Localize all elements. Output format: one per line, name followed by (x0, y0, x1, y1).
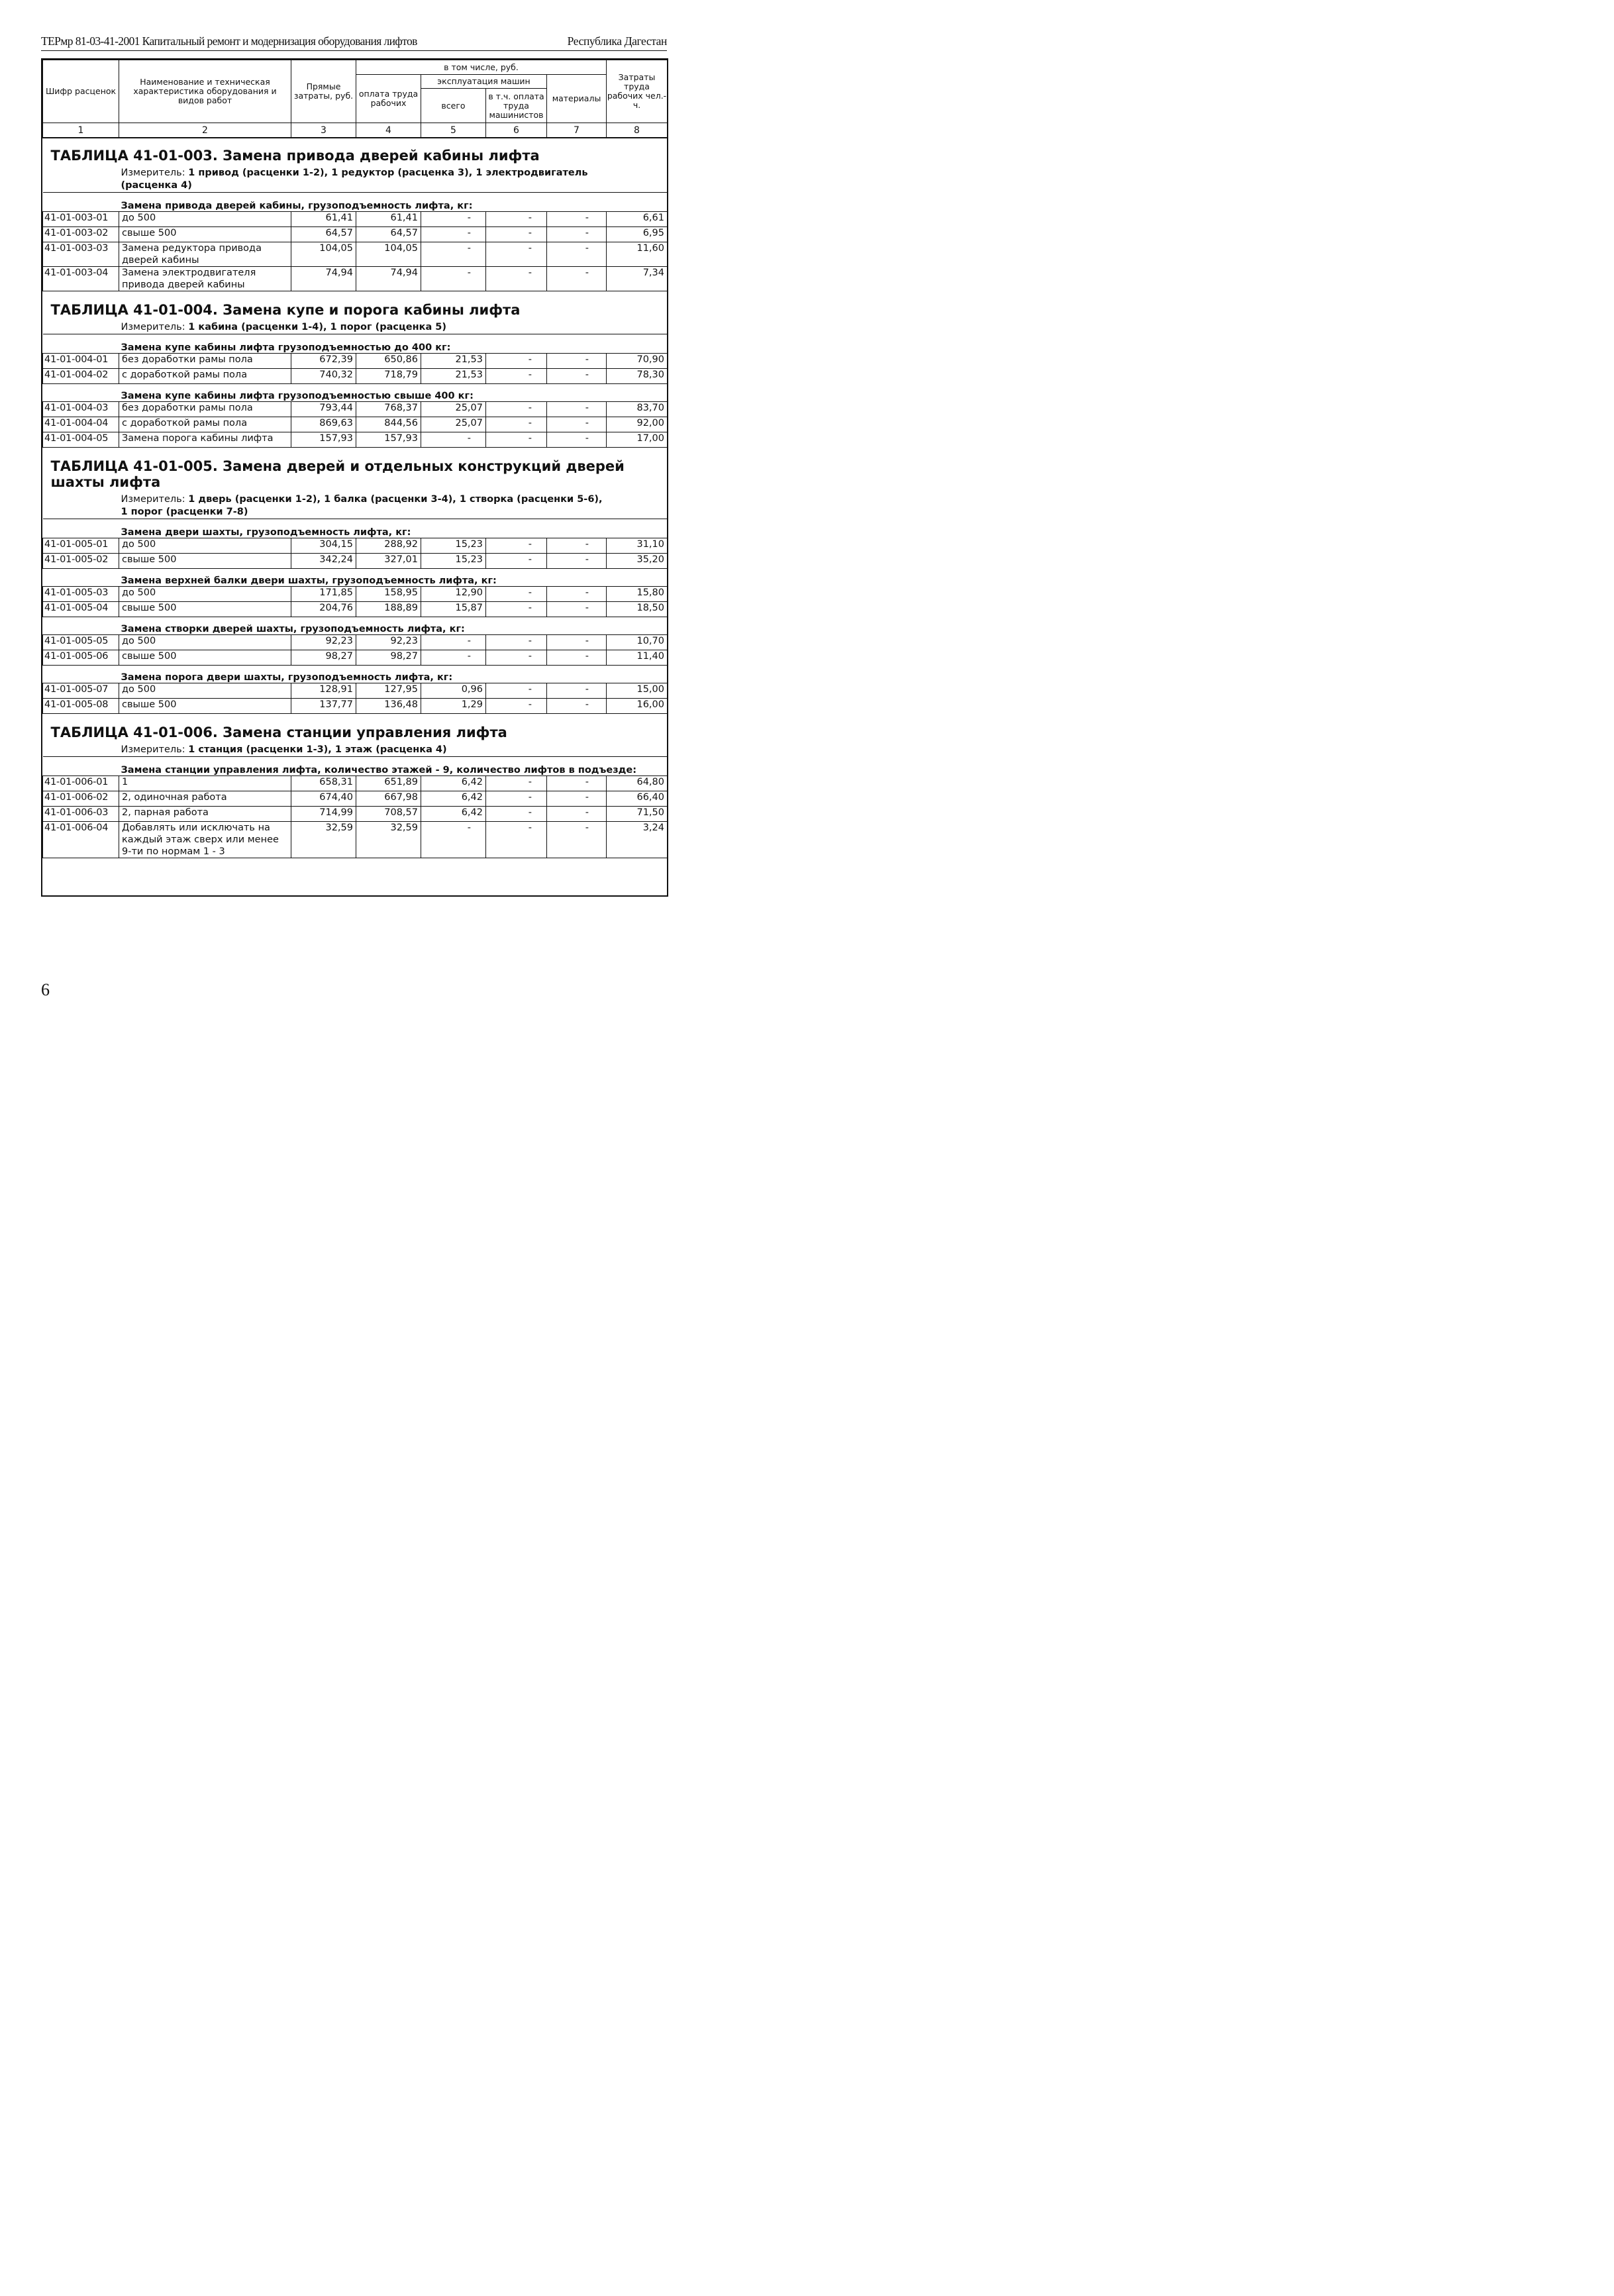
group-subtitle: Замена верхней балки двери шахты, грузоподъемность лифта, кг: (43, 569, 668, 587)
rate-code: 41-01-006-04 (43, 822, 119, 858)
direct-costs: 171,85 (291, 587, 356, 602)
column-number: 6 (486, 123, 547, 138)
work-name: свыше 500 (119, 650, 291, 666)
measure-value: 1 станция (расценки 1-3), 1 этаж (расценка 4) (188, 744, 447, 755)
measure-label: Измеритель: (121, 494, 185, 505)
work-name: до 500 (119, 212, 291, 227)
table-title-row (43, 302, 668, 318)
rate-code: 41-01-004-02 (43, 369, 119, 384)
materials: - (547, 402, 607, 417)
measure-row (43, 740, 668, 757)
table-row (43, 650, 668, 666)
materials: - (547, 776, 607, 791)
page-number: 6 (41, 980, 50, 999)
rate-code: 41-01-003-03 (43, 242, 119, 267)
document-title: ТЕРмр 81-03-41-2001 Капитальный ремонт и модернизация оборудования лифтов (41, 34, 417, 48)
work-name: без доработки рамы пола (119, 402, 291, 417)
rate-code: 41-01-004-05 (43, 432, 119, 448)
measure-label: Измеритель: (121, 322, 185, 332)
worker-wages: 288,92 (356, 538, 421, 554)
column-number: 3 (291, 123, 356, 138)
materials: - (547, 242, 607, 267)
direct-costs: 204,76 (291, 602, 356, 617)
column-number: 7 (547, 123, 607, 138)
direct-costs: 869,63 (291, 417, 356, 432)
table-row (43, 417, 668, 432)
table-row (43, 791, 668, 807)
work-name: до 500 (119, 538, 291, 554)
worker-wages: 74,94 (356, 267, 421, 291)
header-labor: Затраты труда рабочих чел.-ч. (607, 60, 668, 123)
rate-code: 41-01-005-02 (43, 554, 119, 569)
worker-wages: 768,37 (356, 402, 421, 417)
rate-code: 41-01-003-02 (43, 227, 119, 242)
machine-wages: - (486, 650, 547, 666)
materials: - (547, 432, 607, 448)
subheading-row (43, 757, 668, 776)
machine-total: - (421, 212, 486, 227)
machine-total: 21,53 (421, 354, 486, 369)
column-header-table (42, 60, 668, 138)
direct-costs: 342,24 (291, 554, 356, 569)
worker-wages: 136,48 (356, 699, 421, 714)
machine-wages: - (486, 699, 547, 714)
labor-hours: 17,00 (607, 432, 668, 448)
header-including: в том числе, руб. (356, 60, 607, 75)
labor-hours: 15,80 (607, 587, 668, 602)
table-title: ТАБЛИЦА 41-01-004. Замена купе и порога кабины лифта (50, 302, 521, 318)
table-row (43, 227, 668, 242)
rate-code: 41-01-003-04 (43, 267, 119, 291)
labor-hours: 78,30 (607, 369, 668, 384)
page-header (41, 34, 667, 51)
work-name: свыше 500 (119, 554, 291, 569)
direct-costs: 98,27 (291, 650, 356, 666)
materials: - (547, 791, 607, 807)
machine-wages: - (486, 822, 547, 858)
machine-wages: - (486, 432, 547, 448)
price-body-table (42, 138, 668, 858)
spacer (43, 291, 668, 303)
rate-code: 41-01-005-08 (43, 699, 119, 714)
machine-total: 6,42 (421, 791, 486, 807)
labor-hours: 64,80 (607, 776, 668, 791)
spacer (43, 714, 668, 725)
subheading-row (43, 617, 668, 635)
subheading-row (43, 569, 668, 587)
header-name: Наименование и техническая характеристика оборудования и видов работ (119, 60, 291, 123)
machine-wages: - (486, 683, 547, 699)
machine-total: 12,90 (421, 587, 486, 602)
header-machines-wages: в т.ч. оплата труда машинистов (486, 89, 547, 123)
measure-label: Измеритель: (121, 744, 185, 755)
worker-wages: 98,27 (356, 650, 421, 666)
machine-total: 1,29 (421, 699, 486, 714)
labor-hours: 71,50 (607, 807, 668, 822)
machine-wages: - (486, 354, 547, 369)
header-code: Шифр расценок (43, 60, 119, 123)
direct-costs: 104,05 (291, 242, 356, 267)
group-subtitle: Замена порога двери шахты, грузоподъемность лифта, кг: (43, 666, 668, 683)
machine-total: 15,23 (421, 538, 486, 554)
labor-hours: 3,24 (607, 822, 668, 858)
measure-label: Измеритель: (121, 168, 185, 178)
direct-costs: 157,93 (291, 432, 356, 448)
subheading-row (43, 193, 668, 212)
group-subtitle: Замена купе кабины лифта грузоподъемностью до 400 кг: (43, 334, 668, 354)
table-row (43, 369, 668, 384)
worker-wages: 708,57 (356, 807, 421, 822)
work-name: 1 (119, 776, 291, 791)
labor-hours: 66,40 (607, 791, 668, 807)
worker-wages: 92,23 (356, 635, 421, 650)
table-row (43, 776, 668, 791)
table-row (43, 354, 668, 369)
labor-hours: 6,95 (607, 227, 668, 242)
measure (43, 490, 668, 519)
worker-wages: 651,89 (356, 776, 421, 791)
materials: - (547, 822, 607, 858)
work-name: свыше 500 (119, 227, 291, 242)
measure-row (43, 490, 668, 519)
worker-wages: 667,98 (356, 791, 421, 807)
labor-hours: 35,20 (607, 554, 668, 569)
table-row (43, 822, 668, 858)
machine-wages: - (486, 635, 547, 650)
direct-costs: 658,31 (291, 776, 356, 791)
rate-code: 41-01-006-03 (43, 807, 119, 822)
machine-total: - (421, 650, 486, 666)
rate-code: 41-01-003-01 (43, 212, 119, 227)
machine-wages: - (486, 417, 547, 432)
table-row (43, 554, 668, 569)
machine-wages: - (486, 369, 547, 384)
work-name: 2, одиночная работа (119, 791, 291, 807)
labor-hours: 70,90 (607, 354, 668, 369)
table-row (43, 807, 668, 822)
table-title: ТАБЛИЦА 41-01-006. Замена станции управления лифта (50, 724, 507, 740)
machine-wages: - (486, 227, 547, 242)
subheading-row (43, 519, 668, 538)
materials: - (547, 227, 607, 242)
machine-wages: - (486, 212, 547, 227)
subheading-row (43, 334, 668, 354)
spacer (43, 448, 668, 459)
worker-wages: 650,86 (356, 354, 421, 369)
labor-hours: 7,34 (607, 267, 668, 291)
rate-code: 41-01-004-03 (43, 402, 119, 417)
table-row (43, 402, 668, 417)
spacer (43, 138, 668, 148)
work-name: до 500 (119, 683, 291, 699)
work-name: 2, парная работа (119, 807, 291, 822)
machine-total: 25,07 (421, 402, 486, 417)
labor-hours: 15,00 (607, 683, 668, 699)
machine-total: 15,23 (421, 554, 486, 569)
header-machines: эксплуатация машин (421, 75, 547, 89)
machine-wages: - (486, 602, 547, 617)
measure-value: 1 дверь (расценки 1-2), 1 балка (расценки 3-4), 1 створка (расценки 5-6), 1 порог (расценки 7-8) (121, 494, 603, 517)
machine-wages: - (486, 776, 547, 791)
table-row (43, 242, 668, 267)
labor-hours: 11,60 (607, 242, 668, 267)
direct-costs: 714,99 (291, 807, 356, 822)
machine-total: 15,87 (421, 602, 486, 617)
group-subtitle: Замена створки дверей шахты, грузоподъемность лифта, кг: (43, 617, 668, 635)
table-row (43, 538, 668, 554)
rate-code: 41-01-005-06 (43, 650, 119, 666)
machine-wages: - (486, 791, 547, 807)
machine-wages: - (486, 538, 547, 554)
direct-costs: 304,15 (291, 538, 356, 554)
materials: - (547, 602, 607, 617)
materials: - (547, 538, 607, 554)
labor-hours: 16,00 (607, 699, 668, 714)
materials: - (547, 683, 607, 699)
region-name: Республика Дагестан (567, 34, 667, 48)
measure-value: 1 привод (расценки 1-2), 1 редуктор (расценка 3), 1 электродвигатель (расценка 4) (121, 168, 588, 191)
group-subtitle: Замена станции управления лифта, количество этажей - 9, количество лифтов в подъезде: (43, 757, 668, 776)
table-row (43, 267, 668, 291)
direct-costs: 672,39 (291, 354, 356, 369)
labor-hours: 18,50 (607, 602, 668, 617)
header-direct-costs: Прямые затраты, руб. (291, 60, 356, 123)
machine-wages: - (486, 554, 547, 569)
direct-costs: 61,41 (291, 212, 356, 227)
rate-code: 41-01-005-01 (43, 538, 119, 554)
work-name: Замена порога кабины лифта (119, 432, 291, 448)
direct-costs: 64,57 (291, 227, 356, 242)
header-materials: материалы (547, 75, 607, 123)
direct-costs: 740,32 (291, 369, 356, 384)
work-name: до 500 (119, 635, 291, 650)
rate-code: 41-01-004-04 (43, 417, 119, 432)
worker-wages: 61,41 (356, 212, 421, 227)
table-row (43, 212, 668, 227)
rate-code: 41-01-005-04 (43, 602, 119, 617)
column-number: 8 (607, 123, 668, 138)
group-subtitle: Замена купе кабины лифта грузоподъемностью свыше 400 кг: (43, 384, 668, 402)
materials: - (547, 807, 607, 822)
materials: - (547, 369, 607, 384)
header-wages: оплата труда рабочих (356, 75, 421, 123)
direct-costs: 137,77 (291, 699, 356, 714)
rate-code: 41-01-005-05 (43, 635, 119, 650)
work-name: свыше 500 (119, 602, 291, 617)
rate-code: 41-01-006-01 (43, 776, 119, 791)
column-number: 4 (356, 123, 421, 138)
machine-total: 21,53 (421, 369, 486, 384)
labor-hours: 31,10 (607, 538, 668, 554)
machine-total: - (421, 822, 486, 858)
direct-costs: 92,23 (291, 635, 356, 650)
machine-total: - (421, 635, 486, 650)
column-numbers-row (43, 123, 668, 138)
direct-costs: 793,44 (291, 402, 356, 417)
column-number: 5 (421, 123, 486, 138)
machine-total: 25,07 (421, 417, 486, 432)
machine-wages: - (486, 267, 547, 291)
rate-code: 41-01-005-07 (43, 683, 119, 699)
work-name: с доработкой рамы пола (119, 369, 291, 384)
measure (43, 740, 668, 757)
worker-wages: 104,05 (356, 242, 421, 267)
price-table-frame (41, 58, 668, 897)
table-title-row (43, 148, 668, 164)
materials: - (547, 699, 607, 714)
worker-wages: 127,95 (356, 683, 421, 699)
measure (43, 164, 668, 193)
worker-wages: 64,57 (356, 227, 421, 242)
work-name: Замена электродвигателя привода дверей кабины (119, 267, 291, 291)
group-subtitle: Замена двери шахты, грузоподъемность лифта, кг: (43, 519, 668, 538)
direct-costs: 32,59 (291, 822, 356, 858)
work-name: без доработки рамы пола (119, 354, 291, 369)
column-number: 2 (119, 123, 291, 138)
table-title-row (43, 724, 668, 740)
header-machines-total: всего (421, 89, 486, 123)
measure-row (43, 318, 668, 334)
table-row (43, 602, 668, 617)
subheading-row (43, 384, 668, 402)
table-title: ТАБЛИЦА 41-01-003. Замена привода дверей кабины лифта (50, 148, 540, 164)
direct-costs: 74,94 (291, 267, 356, 291)
table-row (43, 587, 668, 602)
materials: - (547, 354, 607, 369)
machine-total: - (421, 267, 486, 291)
labor-hours: 10,70 (607, 635, 668, 650)
machine-total: 6,42 (421, 807, 486, 822)
machine-wages: - (486, 242, 547, 267)
worker-wages: 158,95 (356, 587, 421, 602)
worker-wages: 327,01 (356, 554, 421, 569)
machine-total: - (421, 242, 486, 267)
work-name: до 500 (119, 587, 291, 602)
worker-wages: 844,56 (356, 417, 421, 432)
machine-total: 0,96 (421, 683, 486, 699)
labor-hours: 92,00 (607, 417, 668, 432)
machine-wages: - (486, 402, 547, 417)
materials: - (547, 212, 607, 227)
labor-hours: 11,40 (607, 650, 668, 666)
table-row (43, 683, 668, 699)
rate-code: 41-01-004-01 (43, 354, 119, 369)
materials: - (547, 417, 607, 432)
work-name: свыше 500 (119, 699, 291, 714)
direct-costs: 674,40 (291, 791, 356, 807)
materials: - (547, 635, 607, 650)
work-name: Добавлять или исключать на каждый этаж сверх или менее 9-ти по нормам 1 - 3 (119, 822, 291, 858)
worker-wages: 32,59 (356, 822, 421, 858)
subheading-row (43, 666, 668, 683)
materials: - (547, 554, 607, 569)
labor-hours: 83,70 (607, 402, 668, 417)
worker-wages: 188,89 (356, 602, 421, 617)
measure (43, 318, 668, 334)
machine-total: - (421, 432, 486, 448)
machine-total: 6,42 (421, 776, 486, 791)
rate-code: 41-01-006-02 (43, 791, 119, 807)
work-name: с доработкой рамы пола (119, 417, 291, 432)
table-title: ТАБЛИЦА 41-01-005. Замена дверей и отдельных конструкций дверей шахты лифта (50, 458, 625, 490)
machine-wages: - (486, 807, 547, 822)
table-row (43, 432, 668, 448)
column-number: 1 (43, 123, 119, 138)
table-title-row (43, 458, 668, 490)
rate-code: 41-01-005-03 (43, 587, 119, 602)
direct-costs: 128,91 (291, 683, 356, 699)
materials: - (547, 587, 607, 602)
measure-row (43, 164, 668, 193)
table-row (43, 699, 668, 714)
measure-value: 1 кабина (расценки 1-4), 1 порог (расценка 5) (188, 322, 447, 332)
worker-wages: 157,93 (356, 432, 421, 448)
machine-wages: - (486, 587, 547, 602)
machine-total: - (421, 227, 486, 242)
work-name: Замена редуктора привода дверей кабины (119, 242, 291, 267)
labor-hours: 6,61 (607, 212, 668, 227)
worker-wages: 718,79 (356, 369, 421, 384)
materials: - (547, 267, 607, 291)
group-subtitle: Замена привода дверей кабины, грузоподъемность лифта, кг: (43, 193, 668, 212)
table-row (43, 635, 668, 650)
materials: - (547, 650, 607, 666)
